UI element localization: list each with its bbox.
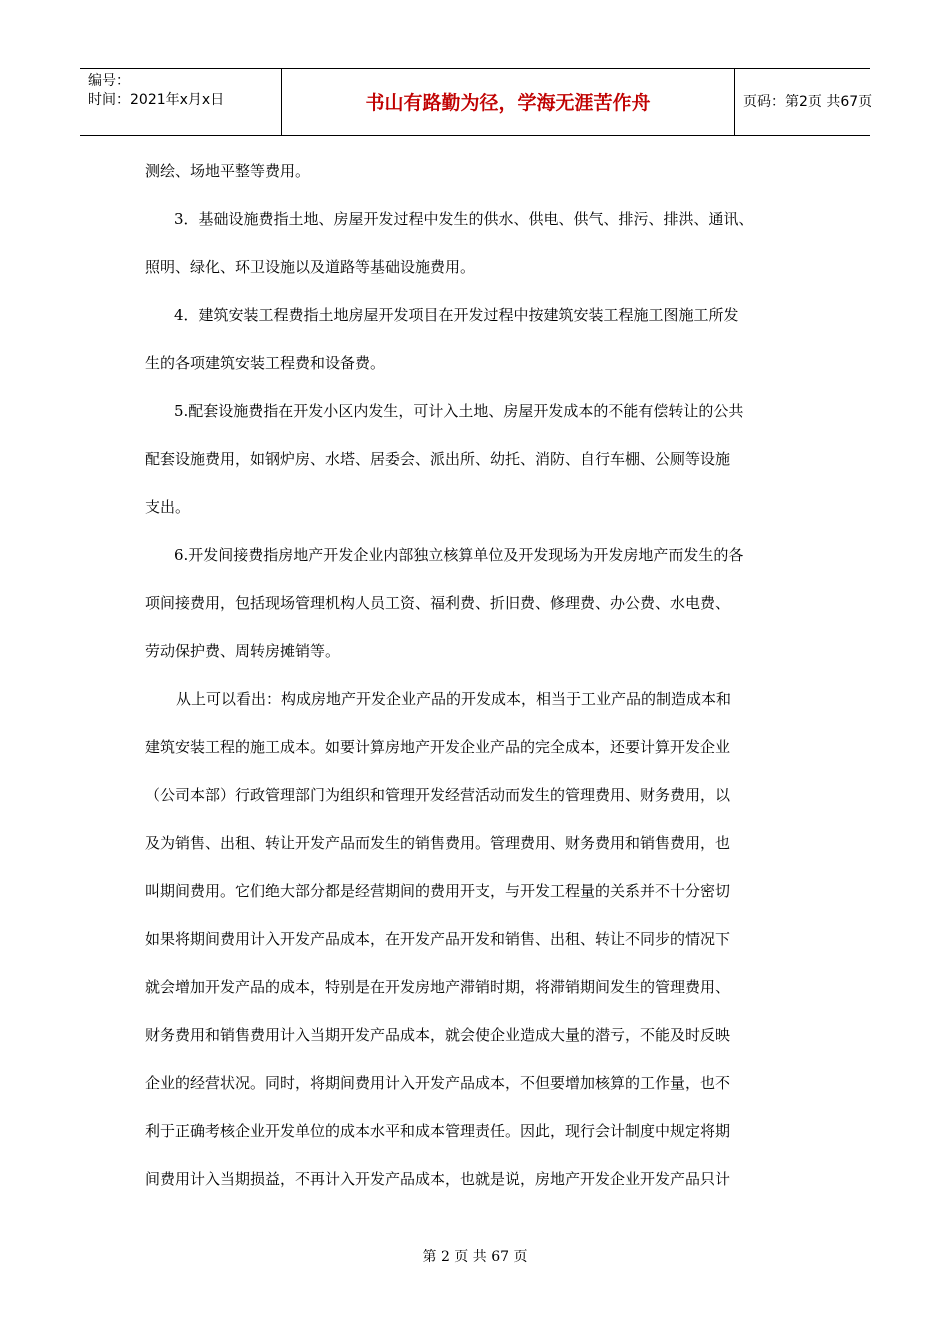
header-motto: 书山有路勤为径，学海无涯苦作舟 <box>365 92 651 114</box>
document-number-label: 编号： <box>88 73 130 89</box>
page-footer: 第 2 页 共 67 页 <box>422 1249 528 1265</box>
body-line: 就会增加开发产品的成本，特别是在开发房地产滞销时期，将滞销期间发生的管理费用、 <box>145 978 731 996</box>
body-line: 财务费用和销售费用计入当期开发产品成本，就会使企业造成大量的潜亏，不能及时反映 <box>145 1026 731 1044</box>
body-line: 如果将期间费用计入开发产品成本，在开发产品开发和销售、出租、转让不同步的情况下 <box>145 930 731 948</box>
body-line: 项间接费用，包括现场管理机构人员工资、福利费、折旧费、修理费、办公费、水电费、 <box>145 594 731 612</box>
body-line: 照明、绿化、环卫设施以及道路等基础设施费用。 <box>145 258 476 276</box>
body-line: 利于正确考核企业开发单位的成本水平和成本管理责任。因此，现行会计制度中规定将期 <box>145 1122 731 1140</box>
body-line: 劳动保护费、周转房摊销等。 <box>145 642 341 660</box>
body-line: 5.配套设施费指在开发小区内发生，可计入土地、房屋开发成本的不能有偿转让的公共 <box>174 402 744 420</box>
body-line: 4．建筑安装工程费指土地房屋开发项目在开发过程中按建筑安装工程施工图施工所发 <box>174 306 739 324</box>
document-time-label: 时间：2021年x月x日 <box>88 92 225 108</box>
body-line: 及为销售、出租、转让开发产品而发生的销售费用。管理费用、财务费用和销售费用，也 <box>145 834 731 852</box>
body-line: 叫期间费用。它们绝大部分都是经营期间的费用开支，与开发工程量的关系并不十分密切 <box>145 882 731 900</box>
body-line: 生的各项建筑安装工程费和设备费。 <box>145 354 386 372</box>
header-meta-cell <box>80 69 282 135</box>
body-line: 建筑安装工程的施工成本。如要计算房地产开发企业产品的完全成本，还要计算开发企业 <box>145 738 731 756</box>
body-line: （公司本部）行政管理部门为组织和管理开发经营活动而发生的管理费用、财务费用，以 <box>145 786 731 804</box>
header-motto-cell <box>282 69 735 135</box>
page-header <box>80 68 873 136</box>
header-page-cell <box>735 69 873 135</box>
body-line: 企业的经营状况。同时，将期间费用计入开发产品成本，不但要增加核算的工作量，也不 <box>145 1074 731 1092</box>
body-line: 配套设施费用，如钢炉房、水塔、居委会、派出所、幼托、消防、自行车棚、公厕等设施 <box>145 450 731 468</box>
body-line: 3．基础设施费指土地、房屋开发过程中发生的供水、供电、供气、排污、排洪、通讯、 <box>174 210 754 228</box>
body-line: 6.开发间接费指房地产开发企业内部独立核算单位及开发现场为开发房地产而发生的各 <box>174 546 744 564</box>
body-line: 从上可以看出：构成房地产开发企业产品的开发成本，相当于工业产品的制造成本和 <box>176 690 732 708</box>
body-line: 间费用计入当期损益，不再计入开发产品成本，也就是说，房地产开发企业开发产品只计 <box>145 1170 731 1188</box>
body-line: 支出。 <box>145 498 191 516</box>
header-page-info: 页码：第2页 共67页 <box>743 94 873 110</box>
body-line: 测绘、场地平整等费用。 <box>145 162 311 180</box>
